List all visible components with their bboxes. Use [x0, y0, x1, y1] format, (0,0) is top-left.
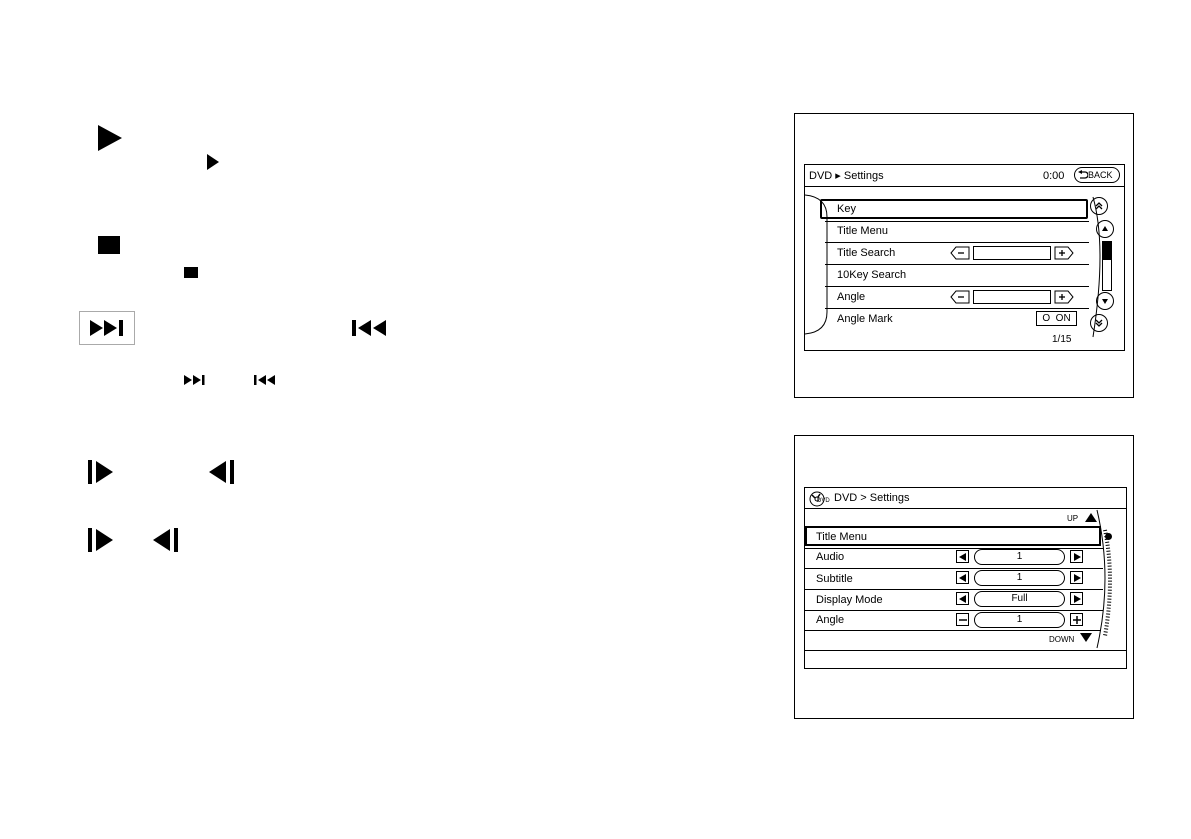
- figure-frame-1: [794, 113, 1134, 398]
- skip-previous-icon: [352, 320, 388, 336]
- dvd-settings-screen-2: [804, 487, 1127, 669]
- back-button[interactable]: [1074, 167, 1120, 183]
- arrow-right-button[interactable]: [1070, 592, 1083, 605]
- arrow-left-button[interactable]: [956, 571, 969, 584]
- back-label: BACK: [1088, 170, 1113, 180]
- angle-mark-value: O ON: [1042, 313, 1071, 324]
- angle-field[interactable]: [973, 290, 1051, 304]
- row-divider: [825, 308, 1089, 309]
- list-item-label[interactable]: Audio: [816, 551, 845, 563]
- slow-forward-icon: [88, 460, 114, 484]
- up-label[interactable]: UP: [1067, 514, 1079, 523]
- stop-icon-small: [184, 267, 198, 278]
- double-chevron-up-icon: [1094, 201, 1104, 211]
- dvd-settings-screen-1: [804, 164, 1125, 351]
- row-divider: [825, 221, 1089, 222]
- triangle-right-icon: [1073, 595, 1081, 603]
- play-icon: [96, 124, 124, 152]
- breadcrumb: DVD > Settings: [834, 492, 910, 504]
- triangle-left-icon: [959, 595, 967, 603]
- footer-divider: [805, 650, 1127, 651]
- triangle-right-icon: [1073, 574, 1081, 582]
- skip-previous-icon-small: [254, 375, 276, 385]
- slow-reverse-icon-2: [152, 528, 178, 552]
- list-item-label[interactable]: Title Search: [837, 247, 896, 259]
- arrow-left-button[interactable]: [956, 550, 969, 563]
- play-icon-small: [206, 154, 220, 170]
- minus-button[interactable]: [956, 613, 969, 626]
- skip-next-icon-small: [184, 375, 206, 385]
- row-divider: [825, 242, 1089, 243]
- minus-button[interactable]: [950, 246, 970, 260]
- minus-button[interactable]: [950, 290, 970, 304]
- figure-frame-2: [794, 435, 1134, 719]
- row-divider: [805, 589, 1103, 590]
- plus-icon: [1073, 616, 1081, 624]
- double-chevron-down-icon: [1094, 318, 1104, 328]
- row-divider: [805, 610, 1103, 611]
- list-item-label[interactable]: Angle Mark: [837, 313, 893, 325]
- slow-forward-icon-2: [88, 528, 114, 552]
- list-item-label: Key: [837, 203, 856, 215]
- display-mode-value-field[interactable]: Full: [974, 591, 1065, 607]
- time-display: 0:00: [1043, 170, 1065, 182]
- list-item-label[interactable]: Subtitle: [816, 573, 853, 585]
- scroll-position-dot: [1105, 533, 1112, 540]
- triangle-down-icon[interactable]: [1080, 633, 1092, 642]
- subtitle-value-field[interactable]: 1: [974, 570, 1065, 586]
- triangle-up-icon[interactable]: [1085, 513, 1097, 522]
- row-divider: [825, 264, 1089, 265]
- triangle-right-icon: [1073, 553, 1081, 561]
- disc-label: DVD: [817, 498, 830, 504]
- audio-value-field[interactable]: 1: [974, 549, 1065, 565]
- breadcrumb: DVD ▸ Settings: [809, 170, 884, 182]
- stop-icon: [98, 236, 120, 254]
- angle-value-field[interactable]: 1: [974, 612, 1065, 628]
- plus-button[interactable]: [1070, 613, 1083, 626]
- back-arrow-icon: [1078, 170, 1088, 180]
- arrow-left-button[interactable]: [956, 592, 969, 605]
- row-divider: [805, 568, 1103, 569]
- title-search-field[interactable]: [973, 246, 1051, 260]
- scroll-top-button[interactable]: [1090, 197, 1108, 215]
- row-divider: [805, 630, 1101, 631]
- page-indicator: 1/15: [1052, 334, 1072, 345]
- list-item-label[interactable]: Angle: [816, 614, 845, 626]
- arrow-right-button[interactable]: [1070, 550, 1083, 563]
- row-divider: [825, 286, 1089, 287]
- scroll-down-button[interactable]: [1096, 292, 1114, 310]
- skip-next-icon: [90, 320, 126, 336]
- angle-mark-toggle[interactable]: [1036, 311, 1077, 326]
- scrollbar-thumb[interactable]: [1103, 242, 1111, 260]
- list-item-label[interactable]: Angle: [837, 291, 866, 303]
- arrow-right-button[interactable]: [1070, 571, 1083, 584]
- triangle-up-icon: [1101, 225, 1109, 233]
- down-label[interactable]: DOWN: [1049, 635, 1075, 644]
- list-item-key[interactable]: [820, 199, 1088, 219]
- minus-icon: [959, 616, 967, 624]
- plus-button[interactable]: [1054, 246, 1074, 260]
- triangle-left-icon: [959, 553, 967, 561]
- list-item-label: Title Menu: [816, 531, 867, 543]
- list-item-label[interactable]: 10Key Search: [837, 269, 907, 281]
- list-item-label[interactable]: Title Menu: [837, 225, 888, 237]
- triangle-left-icon: [959, 574, 967, 582]
- scroll-up-button[interactable]: [1096, 220, 1114, 238]
- triangle-down-icon: [1101, 297, 1109, 305]
- plus-button[interactable]: [1054, 290, 1074, 304]
- scrollbar-track[interactable]: [1102, 241, 1112, 291]
- scroll-bottom-button[interactable]: [1090, 314, 1108, 332]
- list-item-label[interactable]: Display Mode: [816, 594, 883, 606]
- slow-reverse-icon: [208, 460, 234, 484]
